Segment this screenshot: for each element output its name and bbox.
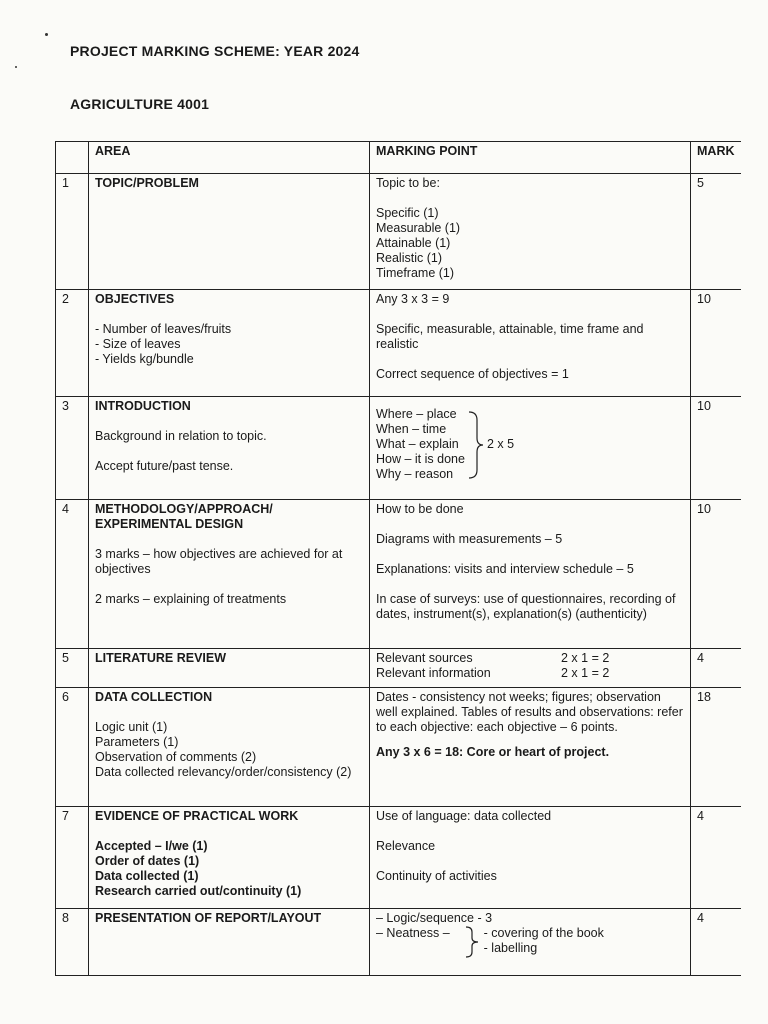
row-number: 3 xyxy=(56,397,89,500)
point-line: Realistic (1) xyxy=(376,251,442,265)
point-line: Relevance xyxy=(376,839,436,853)
marking-point-cell xyxy=(370,397,691,500)
area-title: METHODOLOGY/APPROACH/ xyxy=(95,502,273,516)
area-cell xyxy=(89,290,370,397)
scan-speck xyxy=(45,33,48,36)
header-num xyxy=(56,142,89,174)
point-line: How – it is done xyxy=(376,452,465,466)
area-title: TOPIC/PROBLEM xyxy=(95,176,199,190)
point-line: Specific (1) xyxy=(376,206,439,220)
area-title: EVIDENCE OF PRACTICAL WORK xyxy=(95,809,299,823)
table-row xyxy=(56,688,741,807)
area-line: Accepted – I/we (1) xyxy=(95,839,208,853)
document-title: PROJECT MARKING SCHEME: YEAR 2024 xyxy=(70,43,360,59)
point-line: In case of surveys: use of questionnaires, recording of dates, instrument(s), explanation(s) (authenticity) xyxy=(376,592,676,621)
curly-brace-icon xyxy=(467,410,485,480)
area-line: 3 marks – how objectives are achieved for at objectives xyxy=(95,547,343,576)
area-line: - Size of leaves xyxy=(95,337,181,351)
point-subline: - covering of the book xyxy=(483,926,604,940)
mark-cell: 4 xyxy=(691,649,741,688)
row-number: 6 xyxy=(56,688,89,807)
point-line: – Neatness – xyxy=(376,926,450,940)
point-pair: Relevant information 2 x 1 = 2 xyxy=(376,666,610,680)
area-title: INTRODUCTION xyxy=(95,399,191,413)
area-line: Observation of comments (2) xyxy=(95,750,257,764)
point-line: How to be done xyxy=(376,502,464,516)
area-title: OBJECTIVES xyxy=(95,292,175,306)
mark-cell: 4 xyxy=(691,909,741,976)
marking-point-cell xyxy=(370,688,691,807)
row-number: 1 xyxy=(56,174,89,290)
point-line-bold: Any 3 x 6 = 18: Core or heart of project. xyxy=(376,745,610,759)
area-line: - Number of leaves/fruits xyxy=(95,322,232,336)
marking-table xyxy=(55,141,741,976)
marking-point-cell xyxy=(370,649,691,688)
mark-cell: 10 xyxy=(691,500,741,649)
row-number: 4 xyxy=(56,500,89,649)
header-marking-point: MARKING POINT xyxy=(370,142,691,174)
brace-label: 2 x 5 xyxy=(486,437,515,451)
table-row xyxy=(56,649,741,688)
mark-cell: 4 xyxy=(691,807,741,909)
area-line: Accept future/past tense. xyxy=(95,459,234,473)
scan-speck xyxy=(15,66,17,68)
point-line: When – time xyxy=(376,422,447,436)
marking-point-cell xyxy=(370,807,691,909)
area-line: Data collected (1) xyxy=(95,869,199,883)
subject-title: AGRICULTURE 4001 xyxy=(70,96,210,112)
point-line: Explanations: visits and interview schedule – 5 xyxy=(376,562,634,576)
area-cell xyxy=(89,807,370,909)
marking-point-cell xyxy=(370,290,691,397)
point-line: Attainable (1) xyxy=(376,236,451,250)
area-line: Logic unit (1) xyxy=(95,720,168,734)
point-line: Continuity of activities xyxy=(376,869,497,883)
header-area: AREA xyxy=(89,142,370,174)
row-number: 8 xyxy=(56,909,89,976)
marking-point-cell xyxy=(370,909,691,976)
area-line: Parameters (1) xyxy=(95,735,179,749)
point-line: What – explain xyxy=(376,437,459,451)
table-row xyxy=(56,174,741,290)
point-line: Specific, measurable, attainable, time frame and realistic xyxy=(376,322,644,351)
area-line: Research carried out/continuity (1) xyxy=(95,884,302,898)
area-line: Order of dates (1) xyxy=(95,854,200,868)
point-line: Why – reason xyxy=(376,467,454,481)
area-title: DATA COLLECTION xyxy=(95,690,213,704)
area-cell xyxy=(89,649,370,688)
mark-cell: 18 xyxy=(691,688,741,807)
area-cell xyxy=(89,909,370,976)
point-line: Any 3 x 3 = 9 xyxy=(376,292,450,306)
row-number: 2 xyxy=(56,290,89,397)
mark-cell: 5 xyxy=(691,174,741,290)
table-row xyxy=(56,807,741,909)
point-line: Measurable (1) xyxy=(376,221,461,235)
area-cell xyxy=(89,397,370,500)
row-number: 5 xyxy=(56,649,89,688)
area-cell xyxy=(89,500,370,649)
row-number: 7 xyxy=(56,807,89,909)
point-pair: Relevant sources 2 x 1 = 2 xyxy=(376,651,610,665)
mark-cell: 10 xyxy=(691,397,741,500)
table-row xyxy=(56,909,741,976)
area-title: PRESENTATION OF REPORT/LAYOUT xyxy=(95,911,322,925)
area-cell xyxy=(89,688,370,807)
mark-cell: 10 xyxy=(691,290,741,397)
table-header-row xyxy=(56,142,741,174)
header-mark: MARK xyxy=(691,142,741,174)
point-line: Correct sequence of objectives = 1 xyxy=(376,367,569,381)
marking-point-cell xyxy=(370,500,691,649)
point-line: Dates - consistency not weeks; figures; observation well explained. Tables of results and observations: refer to each objective: each objective – 6 points. xyxy=(376,690,683,734)
point-line: Topic to be: xyxy=(376,176,440,190)
point-subline: - labelling xyxy=(483,941,538,955)
table-row xyxy=(56,290,741,397)
area-cell xyxy=(89,174,370,290)
area-title: LITERATURE REVIEW xyxy=(95,651,227,665)
point-line: Diagrams with measurements – 5 xyxy=(376,532,563,546)
area-line: 2 marks – explaining of treatments xyxy=(95,592,287,606)
curly-brace-icon xyxy=(464,926,480,958)
point-line: Where – place xyxy=(376,407,457,421)
marking-point-cell xyxy=(370,174,691,290)
area-line: - Yields kg/bundle xyxy=(95,352,194,366)
table-row xyxy=(56,500,741,649)
area-title: EXPERIMENTAL DESIGN xyxy=(95,517,244,531)
area-line: Background in relation to topic. xyxy=(95,429,267,443)
point-line: Use of language: data collected xyxy=(376,809,552,823)
area-line: Data collected relevancy/order/consistency (2) xyxy=(95,765,352,779)
point-line: Timeframe (1) xyxy=(376,266,455,280)
table-row xyxy=(56,397,741,500)
point-line: – Logic/sequence - 3 xyxy=(376,911,493,925)
